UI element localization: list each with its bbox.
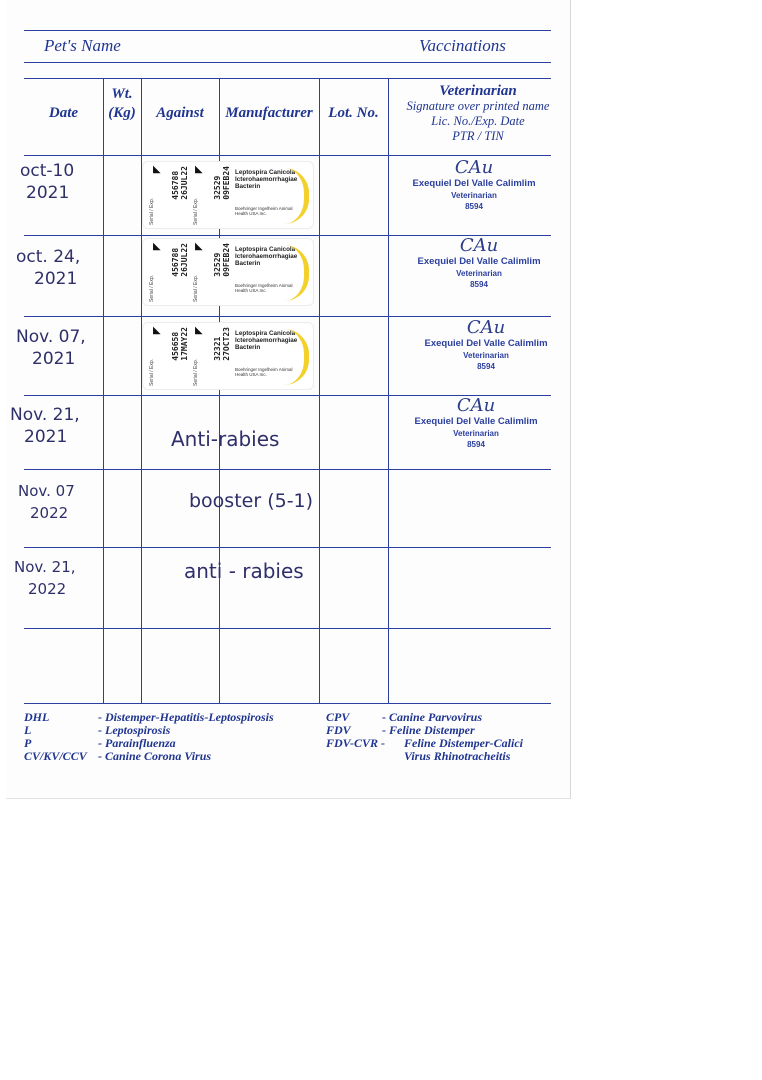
vet-role: Veterinarian <box>456 269 502 278</box>
serial-label: Serial / Exp. <box>193 359 199 386</box>
legend-item <box>326 750 523 763</box>
exp-2: 27OCT23 <box>222 327 231 361</box>
col-lot: Lot. No. <box>328 105 379 121</box>
exp-1: 17MAY22 <box>180 327 189 361</box>
rule <box>24 30 551 31</box>
vaccination-card <box>6 0 571 799</box>
lot-number <box>171 243 189 277</box>
legend-desc: - Parainfluenza <box>98 736 176 750</box>
date-line1: oct-10 <box>20 161 75 181</box>
lot-number <box>213 166 231 200</box>
vet-line3: PTR / TIN <box>452 129 504 143</box>
date-line2: 2021 <box>24 427 68 447</box>
lot-number <box>171 327 189 361</box>
row-date <box>20 160 74 204</box>
serial-label: Serial / Exp. <box>149 198 155 225</box>
lot-number <box>213 243 231 277</box>
date-line1: oct. 24, <box>16 247 81 267</box>
vet-license: 8594 <box>470 280 488 289</box>
date-line1: Nov. 07, <box>16 327 86 347</box>
arrow-icon: ◣ <box>153 241 161 252</box>
arrow-icon: ◣ <box>195 325 203 336</box>
vet-name: Exequiel Del Valle Calimlim <box>414 416 538 427</box>
vet-signature: CAu <box>459 235 499 256</box>
lot-1: 456788 <box>171 247 180 277</box>
legend-abbr: FDV-CVR - <box>326 736 386 750</box>
row-date <box>10 404 80 448</box>
vet-signature: CAu <box>454 157 494 178</box>
legend-right <box>326 711 523 763</box>
product-name: Leptospira Canicola-Icterohaemorrhagiae Bacterin <box>235 330 298 351</box>
column-rule <box>319 78 320 703</box>
against-entry: Anti-rabies <box>171 427 280 451</box>
legend-abbr: P <box>24 736 32 750</box>
row-date <box>16 246 80 290</box>
date-line2: 2022 <box>28 580 67 598</box>
date-line2: 2021 <box>32 349 76 369</box>
legend-desc: Feline Distemper-Calici <box>404 736 523 750</box>
vet-license: 8594 <box>477 362 495 371</box>
date-line1: Nov. 21, <box>14 558 76 576</box>
arrow-icon: ◣ <box>195 164 203 175</box>
serial-label: Serial / Exp. <box>193 198 199 225</box>
date-line2: 2022 <box>30 504 69 522</box>
manufacturer-name: Boehringer Ingelheim Animal Health USA Inc. <box>235 206 293 216</box>
vet-signature: CAu <box>456 395 496 416</box>
vet-stamp <box>401 396 551 450</box>
col-weight-line2: (Kg) <box>108 105 136 121</box>
vet-stamp <box>399 158 549 212</box>
legend-desc: - Feline Distemper <box>382 723 475 737</box>
product-name: Leptospira Canicola-Icterohaemorrhagiae Bacterin <box>235 246 298 267</box>
date-line1: Nov. 21, <box>10 405 80 425</box>
lot-number <box>171 166 189 200</box>
vet-title: Veterinarian <box>439 83 517 99</box>
vet-role: Veterinarian <box>463 351 509 360</box>
vet-stamp <box>411 318 561 372</box>
legend-item <box>24 750 274 763</box>
vaccine-sticker <box>142 238 314 306</box>
lot-1: 456788 <box>171 170 180 200</box>
col-manufacturer: Manufacturer <box>225 105 313 121</box>
col-date: Date <box>48 105 79 121</box>
lot-1: 456658 <box>171 331 180 361</box>
lot-2: 32321 <box>213 336 222 361</box>
date-line2: 2021 <box>34 269 78 289</box>
vet-role: Veterinarian <box>453 429 499 438</box>
column-rule <box>103 78 104 703</box>
legend-desc: - Distemper-Hepatitis-Leptospirosis <box>98 710 274 724</box>
vaccinations-label: Vaccinations <box>419 36 506 55</box>
legend-abbr: CV/KV/CCV <box>24 749 87 763</box>
col-veterinarian <box>398 84 558 144</box>
lot-number <box>213 327 231 361</box>
exp-2: 09FEB24 <box>222 243 231 277</box>
manufacturer-name: Boehringer Ingelheim Animal Health USA Inc. <box>235 283 293 293</box>
vet-stamp <box>404 236 554 290</box>
legend-desc: - Canine Parvovirus <box>382 710 483 724</box>
vet-license: 8594 <box>467 440 485 449</box>
legend-abbr: DHL <box>24 710 50 724</box>
pets-name-label: Pet's Name <box>44 36 121 55</box>
rule <box>24 62 551 63</box>
against-entry: booster (5-1) <box>189 490 314 512</box>
vet-line1: Signature over printed name <box>406 99 550 113</box>
against-entry: anti - rabies <box>184 559 304 583</box>
exp-2: 09FEB24 <box>222 166 231 200</box>
vaccine-sticker <box>142 161 314 229</box>
legend-desc: - Leptospirosis <box>98 723 171 737</box>
vet-line2: Lic. No./Exp. Date <box>431 114 525 128</box>
product-name: Leptospira Canicola-Icterohaemorrhagiae Bacterin <box>235 169 298 190</box>
legend-abbr: FDV <box>326 723 351 737</box>
lot-2: 32529 <box>213 252 222 277</box>
lot-2: 32529 <box>213 175 222 200</box>
arrow-icon: ◣ <box>153 164 161 175</box>
vaccine-sticker <box>142 322 314 390</box>
exp-1: 26JUL22 <box>180 243 189 277</box>
vet-name: Exequiel Del Valle Calimlim <box>417 256 541 267</box>
legend-desc: - Canine Corona Virus <box>98 749 212 763</box>
legend-left <box>24 711 274 763</box>
legend-abbr: L <box>24 723 32 737</box>
date-line1: Nov. 07 <box>18 482 75 500</box>
exp-1: 26JUL22 <box>180 166 189 200</box>
vet-name: Exequiel Del Valle Calimlim <box>412 178 536 189</box>
legend-desc: Virus Rhinotracheitis <box>404 749 511 763</box>
serial-label: Serial / Exp. <box>149 275 155 302</box>
serial-label: Serial / Exp. <box>193 275 199 302</box>
column-rule <box>388 78 389 703</box>
arrow-icon: ◣ <box>195 241 203 252</box>
legend-abbr: CPV <box>326 710 350 724</box>
arrow-icon: ◣ <box>153 325 161 336</box>
manufacturer-name: Boehringer Ingelheim Animal Health USA Inc. <box>235 367 293 377</box>
row-date <box>16 326 86 370</box>
col-against: Against <box>156 105 204 121</box>
vet-license: 8594 <box>465 202 483 211</box>
serial-label: Serial / Exp. <box>149 359 155 386</box>
vet-name: Exequiel Del Valle Calimlim <box>424 338 548 349</box>
date-line2: 2021 <box>26 183 70 203</box>
row-date <box>14 556 76 600</box>
col-weight-line1: Wt. <box>111 86 133 102</box>
vet-role: Veterinarian <box>451 191 497 200</box>
rule <box>24 703 551 704</box>
row-date <box>18 480 75 524</box>
vet-signature: CAu <box>466 317 506 338</box>
